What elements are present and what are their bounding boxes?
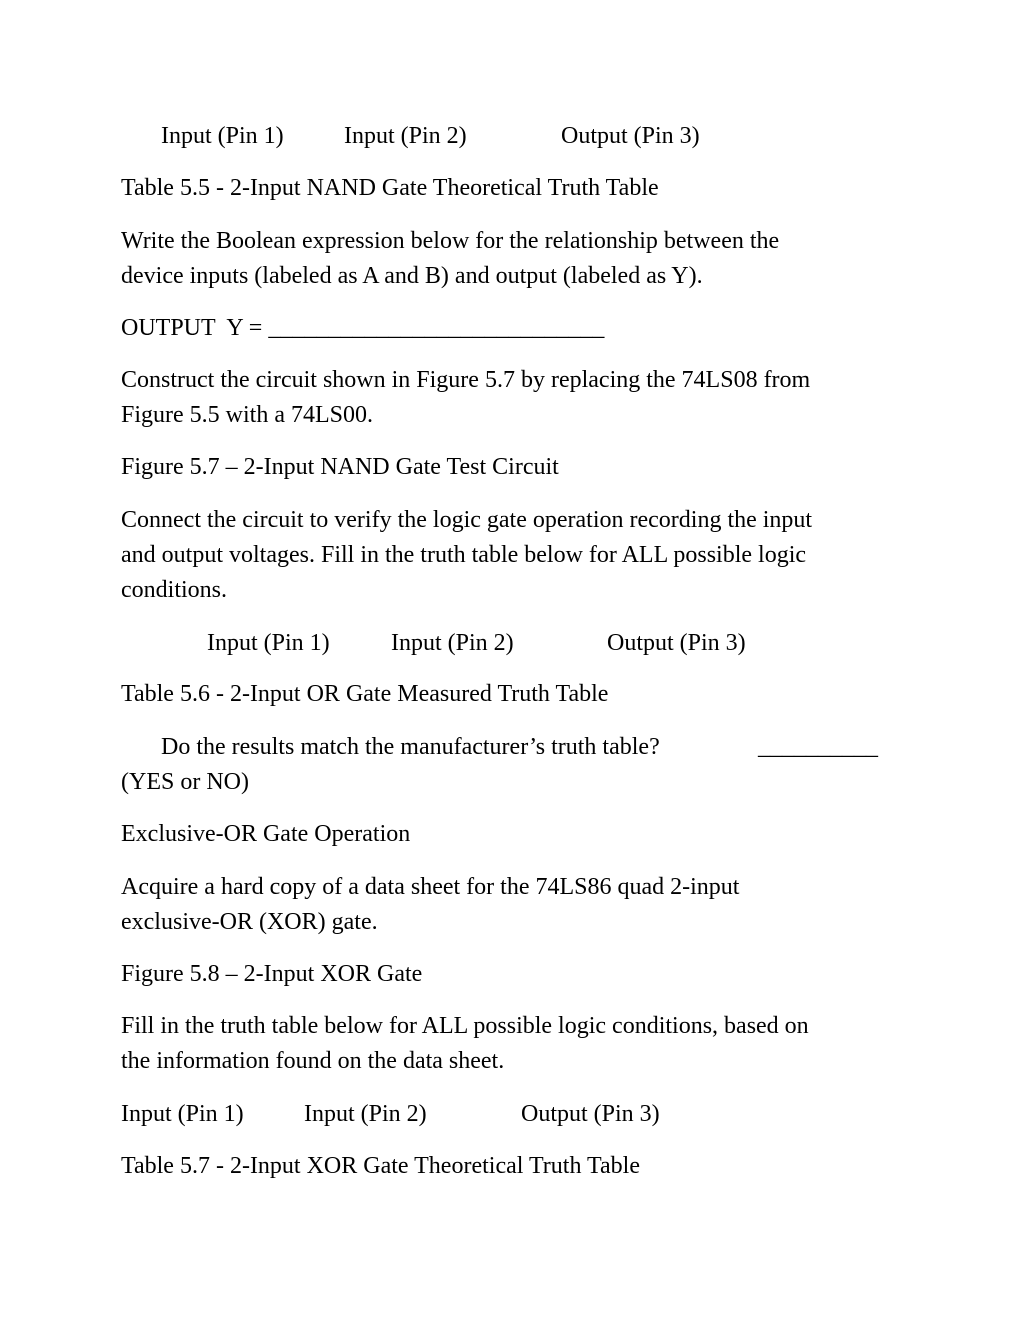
table-5-6-caption: Table 5.6 - 2-Input OR Gate Measured Truth Table [121,681,609,707]
acquire-instruction-line-1: Acquire a hard copy of a data sheet for the 74LS86 quad 2-input [121,874,740,900]
connect-instruction-line-3: conditions. [121,577,227,603]
table-5-6-header-output-pin-3: Output (Pin 3) [607,630,746,656]
fill-instruction-line-2: the information found on the data sheet. [121,1048,505,1074]
table-5-7-header-output-pin-3: Output (Pin 3) [521,1101,660,1127]
table-5-5-header-output-pin-3: Output (Pin 3) [561,123,700,149]
boolean-prompt-line-1: Write the Boolean expression below for the relationship between the [121,228,780,254]
match-question: Do the results match the manufacturer’s truth table? [161,734,660,760]
table-5-7-caption: Table 5.7 - 2-Input XOR Gate Theoretical Truth Table [121,1153,640,1179]
table-5-5-caption: Table 5.5 - 2-Input NAND Gate Theoretical Truth Table [121,175,659,201]
table-5-5-header-input-pin-2: Input (Pin 2) [344,123,467,149]
acquire-instruction-line-2: exclusive-OR (XOR) gate. [121,909,378,935]
fill-instruction-line-1: Fill in the truth table below for ALL possible logic conditions, based on [121,1013,809,1039]
output-expression-blank: OUTPUT Y = ____________________________ [121,315,605,341]
table-5-5-header-input-pin-1: Input (Pin 1) [161,123,284,149]
xor-section-heading: Exclusive-OR Gate Operation [121,821,411,847]
match-answer-blank: __________ [758,734,878,760]
figure-5-7-caption: Figure 5.7 – 2-Input NAND Gate Test Circuit [121,454,559,480]
boolean-prompt-line-2: device inputs (labeled as A and B) and output (labeled as Y). [121,263,703,289]
construct-instruction-line-2: Figure 5.5 with a 74LS00. [121,402,373,428]
table-5-7-header-input-pin-1: Input (Pin 1) [121,1101,244,1127]
match-answer-options: (YES or NO) [121,769,249,795]
table-5-7-header-input-pin-2: Input (Pin 2) [304,1101,427,1127]
table-5-6-header-input-pin-2: Input (Pin 2) [391,630,514,656]
connect-instruction-line-2: and output voltages. Fill in the truth table below for ALL possible logic [121,542,807,568]
figure-5-8-caption: Figure 5.8 – 2-Input XOR Gate [121,961,423,987]
table-5-6-header-input-pin-1: Input (Pin 1) [207,630,330,656]
construct-instruction-line-1: Construct the circuit shown in Figure 5.7 by replacing the 74LS08 from [121,367,811,393]
connect-instruction-line-1: Connect the circuit to verify the logic gate operation recording the input [121,507,813,533]
